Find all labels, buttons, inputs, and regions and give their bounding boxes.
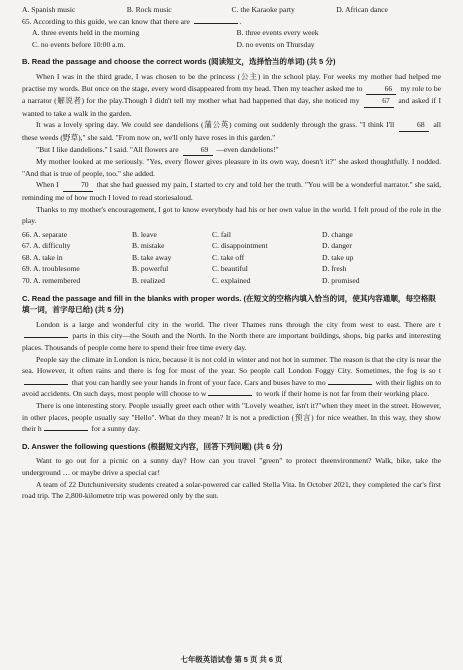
option: B. realized bbox=[132, 276, 165, 286]
blank-68[interactable]: 68 bbox=[399, 119, 429, 132]
option: B. powerful bbox=[132, 264, 169, 274]
blank-69[interactable]: 69 bbox=[183, 144, 213, 157]
option: A. three events held in the morning bbox=[32, 28, 140, 38]
option: C. no events before 10:00 a.m. bbox=[32, 39, 126, 49]
answer-blank[interactable] bbox=[44, 430, 88, 431]
option: D. promised bbox=[322, 276, 360, 286]
page-footer: 七年级英语试卷 第 5 页 共 6 页 bbox=[180, 655, 283, 665]
option: C. fail bbox=[212, 229, 231, 239]
q65-stem: 65. According to this guide, we can know that there are . bbox=[22, 16, 242, 26]
option: 69. A. troublesome bbox=[22, 264, 80, 274]
answer-blank[interactable] bbox=[24, 384, 68, 385]
section-b-options bbox=[22, 229, 441, 287]
option: C. beautiful bbox=[212, 264, 248, 274]
section-d-heading: D. Answer the following questions (根据短文内容，回答下列问题) (共 6 分) bbox=[22, 441, 283, 451]
q64-options bbox=[22, 4, 441, 16]
answer-blank[interactable] bbox=[194, 23, 238, 24]
option: D. danger bbox=[322, 241, 352, 251]
option: C. the Karaoke party bbox=[231, 5, 295, 14]
section-b-paragraph: It was a lovely spring day. We could see dandelions (蒲公英) coming out suddenly through the grass. "I think I'll 68 all these weeds (野草)," she said. "From now on, we'll only have roses in this garden." bbox=[22, 120, 442, 142]
option: B. three events every week bbox=[236, 28, 319, 38]
blank-67[interactable]: 67 bbox=[364, 95, 394, 108]
q65-options-row2 bbox=[22, 39, 441, 51]
option: D. no events on Thursday bbox=[236, 39, 315, 49]
answer-blank[interactable] bbox=[208, 395, 252, 396]
option: 70. A. remembered bbox=[22, 276, 81, 286]
section-d-paragraph: Want to go out for a picnic on a sunny day? How can you travel "green" to protect theenvironment? Walk, bike, take the underground … or maybe drive a special car! bbox=[22, 456, 441, 477]
option: C. take off bbox=[212, 252, 245, 262]
section-c-paragraph: People say the climate in London is nice, because it is not cold in winter and not hot in summer. The reason is that the city is near the sea. However, it often rains and there is fog for most of the year. So people call London Foggy City. Sometimes, the fog is so t that you can hardly see your hands in front of your face. Cars and buses have to mo with their lights on to avoid accidents. On such days, most people will choose to w to work if their home is not far from their working place. bbox=[22, 354, 442, 399]
option: D. change bbox=[322, 229, 353, 239]
option: B. Rock music bbox=[126, 5, 172, 14]
option: D. African dance bbox=[336, 5, 388, 14]
section-c-paragraph: London is a large and wonderful city in the world. The river Thames runs through the city from west to east. There are t parts in this city—the South and the North. In the North there are important buildings, shops, big parks and interesting places. Thousands of people come here to spend their free time every day. bbox=[22, 319, 441, 353]
option: 66. A. separate bbox=[22, 229, 68, 239]
section-b-paragraph: When I was in the third grade, I was chosen to be the princess (公主) in the school play. For weeks my mother had helped me practise my words. But once on the stage, every word disappeared from my head. Then my teacher asked me to 66 my role to be a narrator (解说者) for the play.Though I didn't tell my mother what had happened that day, she noticed my 67 and asked if I wanted to take a walk in the garden. bbox=[22, 71, 441, 118]
q65-options-row1 bbox=[22, 27, 441, 39]
option: B. mistake bbox=[132, 241, 165, 251]
section-c-paragraph: There is one interesting story. People usually greet each other with "Lovely weather, isn't it?"when they meet in the street. However, in other places, people usually say "Hello". What do they mean? It is not a prediction (预言) for nice weather. In this way, they show their h for a sunny day. bbox=[22, 401, 441, 434]
section-d-paragraph: A team of 22 Dutchuniversity students created a solar-powered car called Stella Vita. In October 2021, they completed the car's first road trip. The 2,800-kilometre trip was powered only by the sun. bbox=[22, 479, 441, 501]
option: C. explained bbox=[212, 276, 251, 286]
option: D. take up bbox=[322, 252, 354, 262]
section-b-paragraph: Thanks to my mother's encouragement, I got to know everybody had his or her own value in the world. I felt proud of the role in the play. bbox=[22, 204, 441, 226]
section-c-heading: C. Read the passage and fill in the blanks with proper words. (在短文的空格内填入恰当的词，使其内容通顺，每空格限填一词，首字母已给) (共 5 分) bbox=[22, 293, 436, 315]
section-b-paragraph: "But I like dandelions." I said. "All flowers are 69 —even dandelions!" bbox=[22, 144, 441, 157]
option: 68. A. take in bbox=[22, 252, 63, 262]
option: A. Spanish music bbox=[22, 5, 76, 14]
blank-66[interactable]: 66 bbox=[366, 83, 396, 96]
blank-70[interactable]: 70 bbox=[63, 179, 93, 192]
section-b-paragraph: When I 70 that she had guessed my pain, I started to cry and told her the truth. "You will be a wonderful narrator." she said, reminding me of how much I loved to read storiesaloud. bbox=[22, 180, 441, 202]
option: B. leave bbox=[132, 229, 157, 239]
section-b-heading: B. Read the passage and choose the correct words (阅读短文，选择恰当的单词) (共 5 分) bbox=[22, 57, 336, 67]
answer-blank[interactable] bbox=[328, 384, 372, 385]
option: B. take away bbox=[132, 252, 172, 262]
answer-blank[interactable] bbox=[24, 337, 68, 338]
section-b-paragraph: My mother looked at me seriously. "Yes, every flower gives pleasure in its own way, doesn't it?" she asked thoughtfully. I nodded. "And that is true of people, too." she added. bbox=[22, 157, 441, 178]
option: D. fresh bbox=[322, 264, 347, 274]
option: 67. A. difficulty bbox=[22, 241, 71, 251]
option: C. disappointment bbox=[212, 241, 268, 251]
